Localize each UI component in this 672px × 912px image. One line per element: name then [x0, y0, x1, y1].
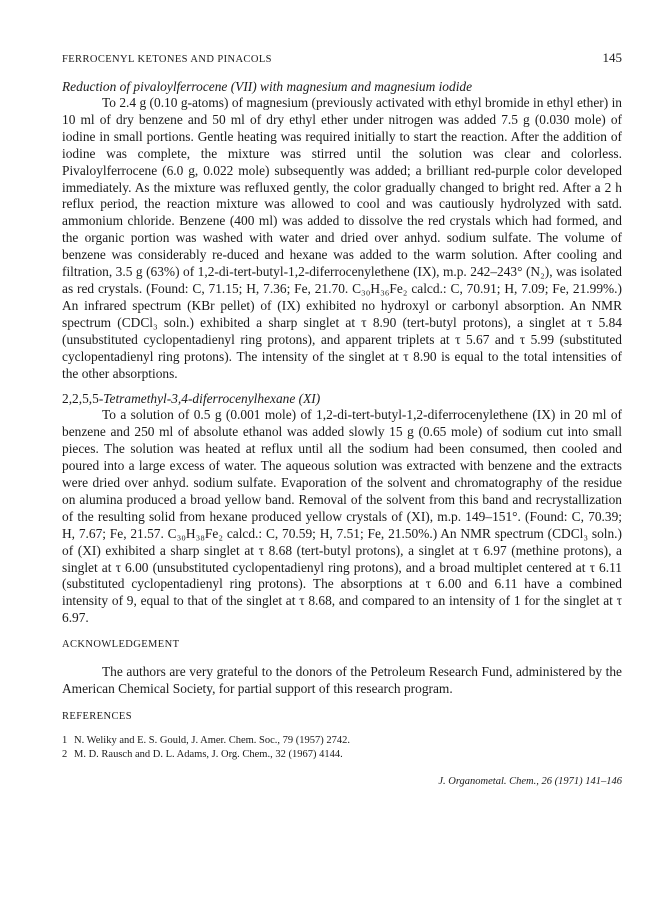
section-title-italic: Tetramethyl-3,4-diferrocenylhexane (XI)	[103, 391, 321, 407]
page-number: 145	[602, 50, 622, 65]
reference-list	[62, 734, 622, 762]
reference-text: N. Weliky and E. S. Gould, J. Amer. Chem. Soc., 79 (1957) 2742.	[74, 735, 351, 746]
journal-citation: J. Organometal. Chem., 26 (1971) 141–146	[438, 776, 622, 787]
section-title-tetramethyl	[62, 390, 622, 407]
acknowledgement-heading: ACKNOWLEDGEMENT	[62, 639, 180, 651]
reference-number: 1	[62, 735, 68, 746]
reference-text: M. D. Rausch and D. L. Adams, J. Org. Chem., 32 (1967) 4144.	[74, 749, 343, 760]
page-header	[62, 50, 622, 72]
acknowledgement-body: The authors are very grateful to the donors of the Petroleum Research Fund, administered by the American Chemical Society, for partial support of this research program.	[62, 664, 622, 697]
running-title: FERROCENYL KETONES AND PINACOLS	[62, 54, 272, 65]
references-heading: REFERENCES	[62, 711, 132, 722]
section-body-reduction: To 2.4 g (0.10 g-atoms) of magnesium (previously activated with ethyl bromide in ethyl ether) in 10 ml of dry benzene and 50 ml of dry ethyl ether under nitrogen was added 7.5 g (0.030 mole) of iodine in small portions. Gentle heating was required initially to start the reaction. After the addition of iodine was complete, the mixture was stirred until the solution was clear and colorless. Pivaloylferrocene (6.0 g, 0.022 mole) subsequently was added; a brilliant red-purple color developed immediately. As the mixture was refluxed gently, the color gradually changed to bright red. After a 2 h reflux period, the reaction mixture was allowed to cool and was cautiously hydrolyzed with satd. ammonium chloride. Benzene (400 ml) was added to dissolve the red crystals which had formed, and the organic portion was washed with water and dried over anhyd. sodium sulfate. The volume of benzene was considerably re-duced and hexane was added to the warm solution. After cooling and filtration, 3.5 g (63%) of 1,2-di-tert-butyl-1,2-diferrocenylethene (IX), m.p. 242–243° (N₂), was isolated as red crystals. (Found: C, 71.15; H, 7.36; Fe, 21.70. C₃₀H₃₆Fe₂ calcd.: C, 70.91; H, 7.09; Fe, 21.99%.) An infrared spectrum (KBr pellet) of (IX) exhibited no hydroxyl or carbonyl absorption. An NMR spectrum (CDCl₃ soln.) exhibited a sharp singlet at τ 8.90 (tert-butyl protons), a singlet at τ 5.84 (unsubstituted cyclopentadienyl ring protons), and apparent triplets at τ 5.67 and τ 5.99 (substituted cyclopentadienyl ring protons). The intensity of the singlet at τ 8.90 is equal to the total intensities of the other absorptions.	[62, 95, 622, 381]
reference-item	[62, 734, 622, 748]
reference-item	[62, 748, 622, 762]
journal-page	[62, 50, 622, 787]
section-title-prefix: 2,2,5,5-	[62, 391, 104, 407]
reference-number: 2	[62, 749, 68, 760]
section-title-reduction: Reduction of pivaloylferrocene (VII) with magnesium and magnesium iodide	[62, 79, 473, 94]
section-body-tetramethyl: To a solution of 0.5 g (0.001 mole) of 1,2-di-tert-butyl-1,2-diferrocenylethene (IX) in 20 ml of benzene and 250 ml of absolute ethanol was added slowly 15 g (0.65 mole) of sodium cut into small pieces. The solution was heated at reflux until all the sodium had been consumed, then cooled and poured into a large excess of water. The aqueous solution was extracted with benzene and the extracts were dried over anhyd. sodium sulfate. Evaporation of the solvent and chromatography of the residue on alumina produced a broad yellow band. Removal of the solvent from this band and recrystallization of the resulting solid from hexane produced yellow crystals of (XI), m.p. 149–151°. (Found: C, 70.39; H, 7.67; Fe, 21.57. C₃₀H₃₈Fe₂ calcd.: C, 70.59; H, 7.51; Fe, 21.50%.) An NMR spectrum (CDCl₃ soln.) of (XI) exhibited a sharp singlet at τ 8.68 (tert-butyl protons), a singlet at τ 6.97 (methine protons), a singlet at τ 6.00 (unsubstituted cyclopentadienyl ring protons), and a broad multiplet centered at τ 6.11 (substituted cyclopentadienyl ring protons). The absorptions at τ 6.00 and 6.11 have a combined intensity of 9, equal to that of the singlet at τ 8.68, and compared to an intensity of 1 for the singlet at τ 6.97.	[62, 407, 622, 626]
